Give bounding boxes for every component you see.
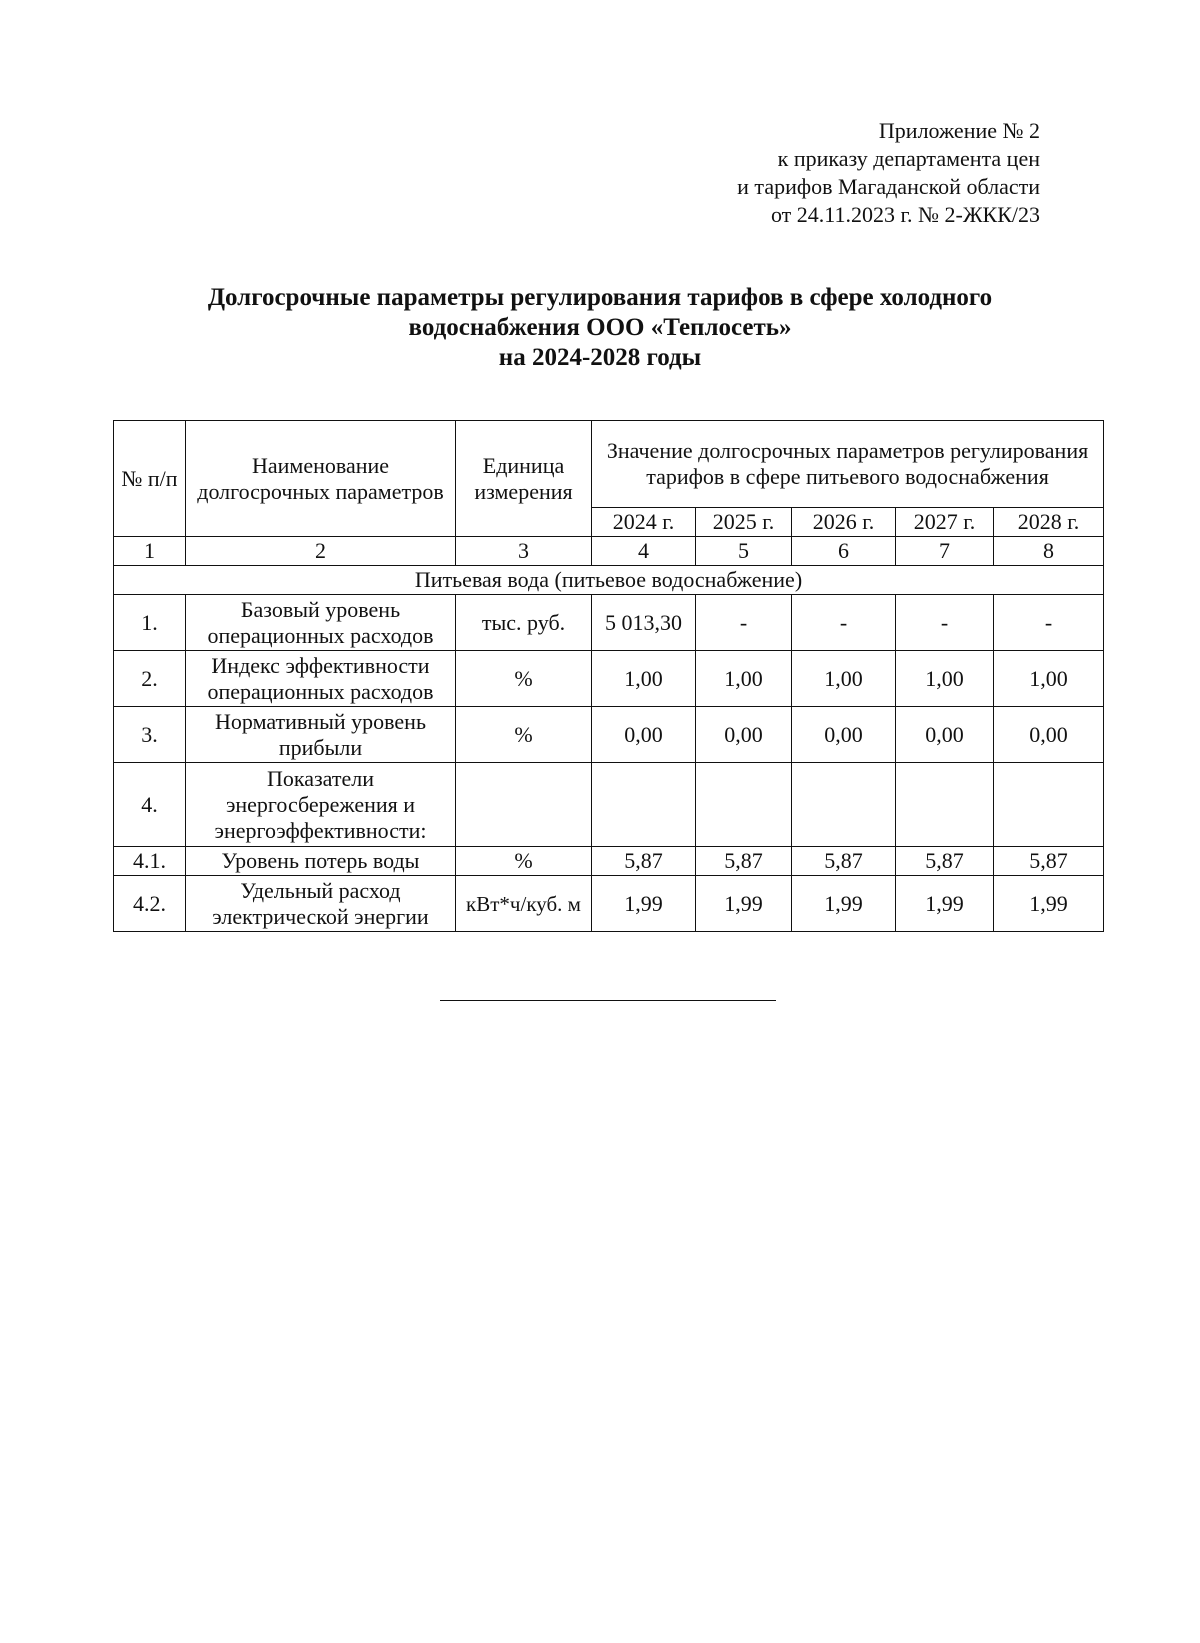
column-number: 8	[994, 537, 1104, 566]
title-line-1: Долгосрочные параметры регулирования тарифов в сфере холодного	[207, 284, 993, 311]
row-unit: %	[456, 707, 592, 763]
row-value: 5,87	[696, 847, 792, 876]
row-value: 0,00	[896, 707, 994, 763]
row-unit: кВт*ч/куб. м	[456, 876, 592, 932]
row-value	[792, 763, 896, 847]
header-year: 2027 г.	[896, 508, 994, 537]
row-value	[896, 763, 994, 847]
section-row	[114, 566, 1104, 595]
header-values: Значение долгосрочных параметров регулирования тарифов в сфере питьевого водоснабжения	[592, 421, 1104, 508]
document-title	[100, 283, 1100, 373]
column-number: 5	[696, 537, 792, 566]
column-number: 4	[592, 537, 696, 566]
appendix-reference	[640, 117, 1040, 229]
row-value: 1,99	[896, 876, 994, 932]
table-row	[114, 595, 1104, 651]
header-year: 2026 г.	[792, 508, 896, 537]
header-num: № п/п	[114, 421, 186, 537]
row-value: -	[792, 595, 896, 651]
row-num: 3.	[114, 707, 186, 763]
row-num: 4.	[114, 763, 186, 847]
row-value: 5 013,30	[592, 595, 696, 651]
column-number: 6	[792, 537, 896, 566]
row-name: Индекс эффективности операционных расходов	[186, 651, 456, 707]
table-header-row	[114, 421, 1104, 508]
table-row	[114, 707, 1104, 763]
row-value: 1,00	[696, 651, 792, 707]
row-value	[696, 763, 792, 847]
row-value: 5,87	[896, 847, 994, 876]
row-value: 1,99	[696, 876, 792, 932]
row-name: Удельный расход электрической энергии	[186, 876, 456, 932]
row-num: 4.2.	[114, 876, 186, 932]
row-name: Нормативный уровень прибыли	[186, 707, 456, 763]
row-value: 0,00	[696, 707, 792, 763]
header-name: Наименование долгосрочных параметров	[186, 421, 456, 537]
row-value: 1,99	[994, 876, 1104, 932]
appendix-number: Приложение № 2	[878, 118, 1040, 143]
row-value: -	[896, 595, 994, 651]
row-value: 1,00	[896, 651, 994, 707]
row-value: 1,99	[592, 876, 696, 932]
row-value: 1,00	[792, 651, 896, 707]
column-number: 3	[456, 537, 592, 566]
row-name: Уровень потерь воды	[186, 847, 456, 876]
table-row	[114, 876, 1104, 932]
row-value: 1,99	[792, 876, 896, 932]
appendix-date-line: от 24.11.2023 г. № 2-ЖКК/23	[770, 202, 1040, 227]
row-unit: тыс. руб.	[456, 595, 592, 651]
row-value: 5,87	[792, 847, 896, 876]
title-line-2: водоснабжения ООО «Теплосеть»	[408, 314, 792, 341]
row-value	[994, 763, 1104, 847]
row-value: -	[696, 595, 792, 651]
row-value	[592, 763, 696, 847]
section-title: Питьевая вода (питьевое водоснабжение)	[114, 566, 1104, 595]
row-unit	[456, 763, 592, 847]
appendix-order-line: к приказу департамента цен	[777, 146, 1040, 171]
row-unit: %	[456, 847, 592, 876]
row-value: 5,87	[994, 847, 1104, 876]
row-num: 2.	[114, 651, 186, 707]
title-line-3: на 2024-2028 годы	[498, 344, 702, 371]
row-value: -	[994, 595, 1104, 651]
row-name: Показатели энергосбережения и энергоэффективности:	[186, 763, 456, 847]
row-value: 0,00	[994, 707, 1104, 763]
row-value: 1,00	[592, 651, 696, 707]
row-unit: %	[456, 651, 592, 707]
row-value: 1,00	[994, 651, 1104, 707]
row-name: Базовый уровень операционных расходов	[186, 595, 456, 651]
table-row	[114, 847, 1104, 876]
header-unit: Единица измерения	[456, 421, 592, 537]
row-value: 0,00	[592, 707, 696, 763]
row-value: 0,00	[792, 707, 896, 763]
closing-rule	[440, 1000, 776, 1001]
column-numbers-row	[114, 537, 1104, 566]
row-num: 4.1.	[114, 847, 186, 876]
row-value: 5,87	[592, 847, 696, 876]
column-number: 7	[896, 537, 994, 566]
row-num: 1.	[114, 595, 186, 651]
column-number: 1	[114, 537, 186, 566]
appendix-department-line: и тарифов Магаданской области	[737, 174, 1040, 199]
header-year: 2025 г.	[696, 508, 792, 537]
table-row	[114, 763, 1104, 847]
header-year: 2028 г.	[994, 508, 1104, 537]
table-row	[114, 651, 1104, 707]
header-year: 2024 г.	[592, 508, 696, 537]
column-number: 2	[186, 537, 456, 566]
parameters-table	[113, 420, 1104, 932]
